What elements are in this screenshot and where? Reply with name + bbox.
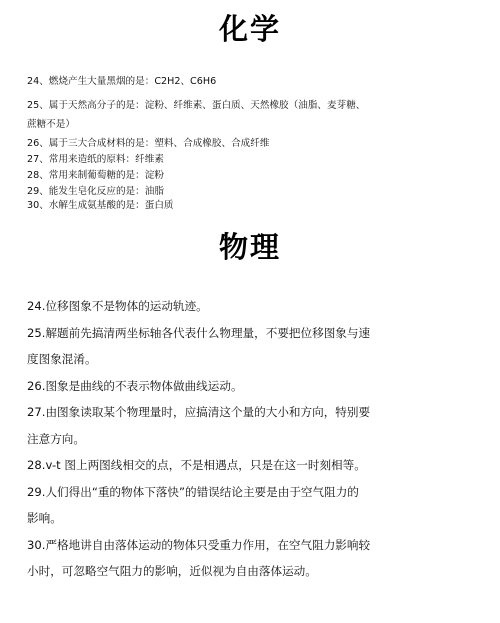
physics-list (27, 293, 482, 585)
chemistry-item-26 (27, 137, 482, 151)
physics-item-27 (27, 399, 482, 452)
physics-item-29 (27, 479, 482, 532)
physics-title: 物理 (218, 230, 281, 264)
physics-item-25-line2: 度图象混淆。 (27, 352, 97, 366)
chemistry-item-28-text: 28、常用来制葡萄糖的是：淀粉 (27, 170, 164, 181)
physics-item-29-line1: 29.人们得出“重的物体下落快”的错误结论主要是由于空气阻力的 (27, 484, 359, 499)
chemistry-item-25 (27, 96, 482, 134)
chemistry-item-30 (27, 199, 482, 213)
physics-item-27-line1: 27.由图象读取某个物理量时，应搞清这个量的大小和方向，特别要 (27, 405, 371, 419)
physics-item-25 (27, 320, 482, 373)
chemistry-item-24-text: 24、燃烧产生大量黑烟的是：C2H2、C6H6 (27, 76, 217, 87)
physics-item-24-text: 24.位移图象不是物体的运动轨迹。 (27, 299, 208, 313)
physics-item-30-line2: 小时，可忽略空气阻力的影响，近似视为自由落体运动。 (27, 564, 317, 578)
chemistry-item-27-text: 27、常用来造纸的原料：纤维素 (27, 154, 164, 165)
physics-item-25-line1: 25.解题前先搞清两坐标轴各代表什么物理量，不要把位移图象与速 (27, 325, 371, 340)
chemistry-item-25-line2: 蔗糖不是） (27, 119, 75, 130)
chemistry-item-27 (27, 153, 482, 167)
physics-item-28 (27, 452, 482, 479)
chemistry-item-28 (27, 169, 482, 183)
chemistry-item-29-text: 29、能发生皂化反应的是：油脂 (27, 186, 164, 197)
physics-item-26-text: 26.图象是曲线的不表示物体做曲线运动。 (27, 378, 243, 393)
chemistry-item-29 (27, 185, 482, 199)
physics-item-28-text: 28.v-t 图上两图线相交的点，不是相遇点，只是在这一时刻相等。 (27, 458, 366, 472)
chemistry-item-24 (27, 72, 482, 91)
chemistry-list (27, 72, 482, 213)
physics-item-30 (27, 532, 482, 585)
chemistry-item-30-text: 30、水解生成氨基酸的是：蛋白质 (27, 200, 174, 211)
physics-item-27-line2: 注意方向。 (27, 431, 85, 446)
physics-item-29-line2: 影响。 (27, 511, 62, 525)
physics-item-30-line1: 30.严格地讲自由落体运动的物体只受重力作用，在空气阻力影响较 (27, 537, 371, 552)
chemistry-item-26-text: 26、属于三大合成材料的是：塑料、合成橡胶、合成纤维 (27, 138, 270, 149)
physics-item-26 (27, 373, 482, 400)
chemistry-item-25-line1: 25、属于天然高分子的是：淀粉、纤维素、蛋白质、天然橡胶（油脂、麦芽糖、 (27, 100, 366, 111)
chemistry-title: 化学 (218, 12, 281, 46)
physics-item-24 (27, 293, 482, 320)
